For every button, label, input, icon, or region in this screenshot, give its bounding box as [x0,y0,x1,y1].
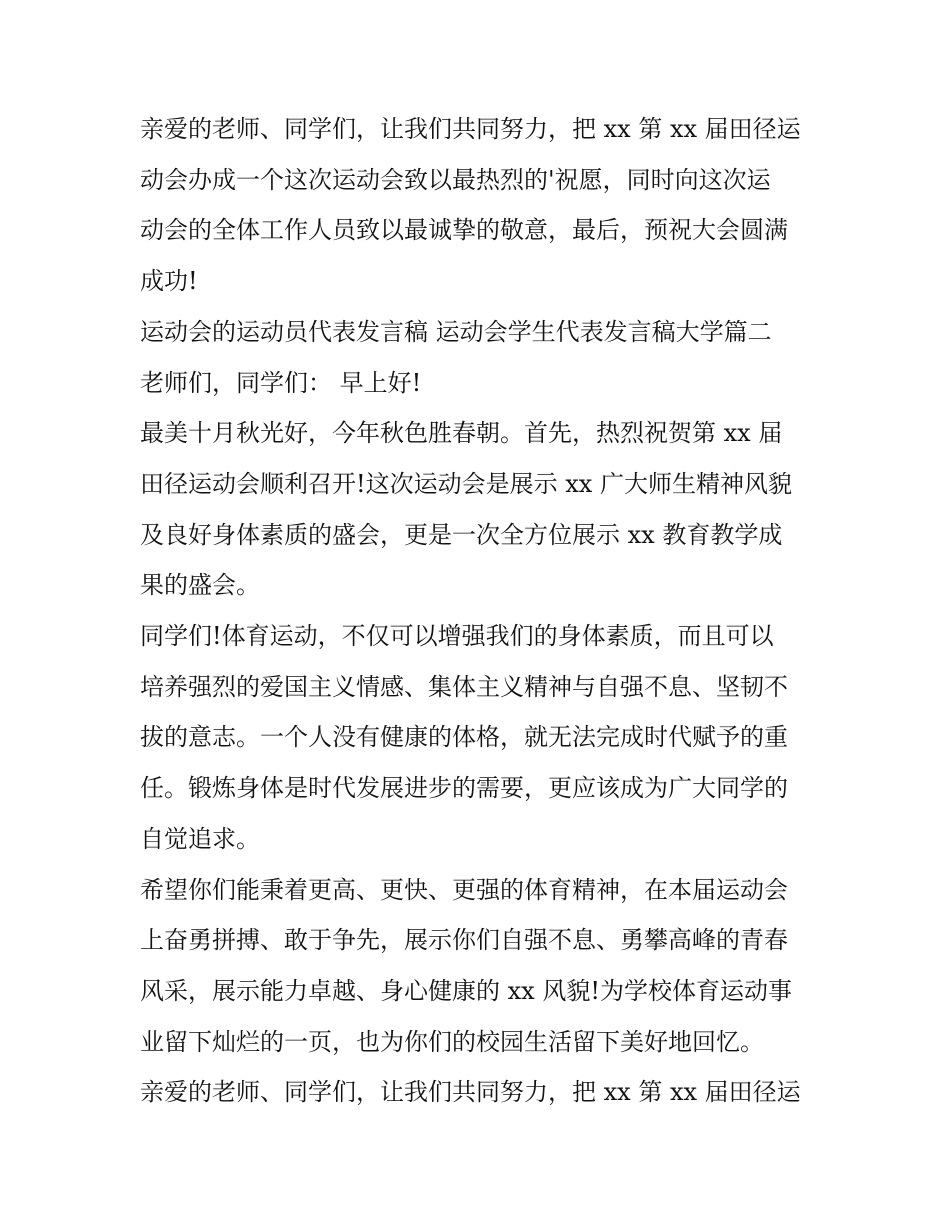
text-line: 同学们!体育运动，不仅可以增强我们的身体素质，而且可以 [140,622,774,651]
text-line: 老师们，同学们： 早上好! [140,368,422,397]
text-line: 动会的全体工作人员致以最诚挚的敬意，最后，预祝大会圆满 [140,216,788,245]
text-line: 任。锻炼身体是时代发展进步的需要，更应该成为广大同学的 [140,774,788,803]
text-line: 果的盛会。 [140,571,260,600]
paragraph-closing-wishes [140,104,816,307]
text-line: 希望你们能秉着更高、更快、更强的体育精神，在本届运动会 [140,875,788,904]
text-line: 动会办成一个这次运动会致以最热烈的'祝愿，同时向这次运 [140,165,771,194]
text-line: 拔的意志。一个人没有健康的体格，就无法完成时代赋予的重 [140,723,788,752]
text-line: 田径运动会顺利召开!这次运动会是展示 xx 广大师生精神风貌 [140,469,792,498]
section-heading [140,307,816,358]
paragraph-greeting [140,358,816,409]
text-line: 风采，展示能力卓越、身心健康的 xx 风貌!为学校体育运动事 [140,976,792,1005]
text-line: 业留下灿烂的一页，也为你们的校园生活留下美好地回忆。 [140,1027,764,1056]
text-line: 运动会的运动员代表发言稿 运动会学生代表发言稿大学篇二 [140,317,772,346]
text-line: 最美十月秋光好，今年秋色胜春朝。首先，热烈祝贺第 xx 届 [140,419,783,448]
text-line: 成功! [140,267,198,296]
document-body [140,104,816,1118]
text-line: 亲爱的老师、同学们，让我们共同努力，把 xx 第 xx 届田径运 [140,115,801,143]
text-line: 培养强烈的爱国主义情感、集体主义精神与自强不息、坚韧不 [140,672,788,701]
paragraph-opening [140,408,816,611]
text-line: 自觉追求。 [140,824,260,853]
text-line: 及良好身体素质的盛会，更是一次全方位展示 xx 教育教学成 [140,520,783,549]
paragraph-closing-wishes-repeat [140,1067,816,1118]
text-line: 亲爱的老师、同学们，让我们共同努力，把 xx 第 xx 届田径运 [140,1078,801,1107]
paragraph-hopes [140,865,816,1068]
paragraph-sports-value [140,611,816,865]
text-line: 上奋勇拼搏、敢于争先，展示你们自强不息、勇攀高峰的青春 [140,926,788,955]
